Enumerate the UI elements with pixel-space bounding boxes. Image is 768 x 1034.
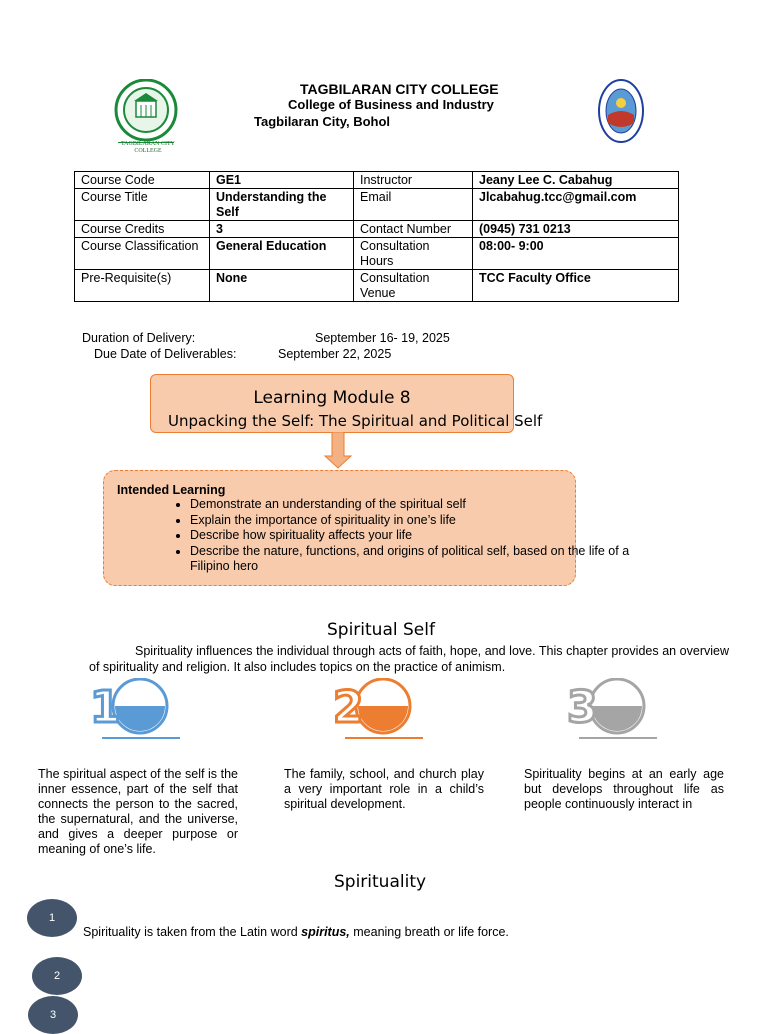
instructor-value: Jeany Lee C. Cabahug	[473, 172, 679, 189]
course-code-value: GE1	[210, 172, 354, 189]
course-classification-value: General Education	[210, 238, 354, 270]
prerequisites-value: None	[210, 270, 354, 302]
contact-number-value: (0945) 731 0213	[473, 221, 679, 238]
college-name: TAGBILARAN CITY COLLEGE	[300, 81, 499, 97]
section-heading-spirituality: Spirituality	[334, 872, 427, 892]
module-subtitle: Unpacking the Self: The Spiritual and Political Self	[168, 412, 543, 430]
instructor-label: Instructor	[354, 172, 473, 189]
list-item: • Describe how spirituality affects your life	[190, 528, 670, 544]
table-row	[75, 270, 679, 302]
list-item: • Describe the nature, functions, and origins of political self, based on the life of a Filipino hero	[190, 544, 670, 575]
city-seal	[598, 79, 644, 148]
table-row	[75, 172, 679, 189]
table-row	[75, 221, 679, 238]
college-city: Tagbilaran City, Bohol	[254, 114, 391, 129]
course-info-table	[74, 171, 679, 302]
spiritual-self-intro: Spirituality influences the individual through acts of faith, hope, and love. This chapter provides an overview of spirituality and religion. It also includes topics on the practice of animism.	[89, 644, 729, 674]
point-number: 3	[567, 682, 598, 733]
college-department: College of Business and Industry	[288, 97, 494, 112]
intended-learning-list	[172, 497, 670, 575]
table-row	[75, 238, 679, 270]
point-number: 2	[333, 682, 364, 733]
consultation-venue-value: TCC Faculty Office	[473, 270, 679, 302]
number-one-icon	[90, 678, 182, 745]
point-number: 1	[90, 682, 121, 733]
course-title-label: Course Title	[75, 189, 210, 221]
consultation-venue-label: Consultation Venue	[354, 270, 473, 302]
latin-term: spiritus,	[301, 925, 350, 939]
email-value: Jlcabahug.tcc@gmail.com	[473, 189, 679, 221]
consultation-hours-label: Consultation Hours	[354, 238, 473, 270]
course-classification-label: Course Classification	[75, 238, 210, 270]
table-row	[75, 189, 679, 221]
email-label: Email	[354, 189, 473, 221]
numbered-bullet: 1	[27, 899, 77, 937]
spirituality-definition	[83, 925, 509, 939]
list-item: • Explain the importance of spirituality in one’s life	[190, 513, 670, 529]
down-arrow-icon	[324, 432, 352, 474]
duration-value: September 16- 19, 2025	[315, 331, 450, 345]
number-two-icon	[333, 678, 425, 745]
consultation-hours-value: 08:00- 9:00	[473, 238, 679, 270]
due-date-value: September 22, 2025	[278, 347, 392, 361]
section-heading-spiritual-self: Spiritual Self	[327, 620, 435, 640]
point-text: The spiritual aspect of the self is the inner essence, part of the self that connects the person to the sacred, the supernatural, and the universe, and gives a deeper purpose or meaning of one’s life.	[38, 767, 238, 856]
prerequisites-label: Pre-Requisite(s)	[75, 270, 210, 302]
number-three-icon	[567, 678, 659, 745]
contact-number-label: Contact Number	[354, 221, 473, 238]
course-credits-value: 3	[210, 221, 354, 238]
definition-text: meaning breath or life force.	[349, 925, 509, 939]
course-code-label: Course Code	[75, 172, 210, 189]
college-logo-caption: TAGBILARAN CITY COLLEGE	[120, 141, 175, 154]
numbered-bullet: 3	[28, 996, 78, 1034]
definition-text: Spirituality is taken from the Latin word	[83, 925, 302, 939]
numbered-bullet: 2	[32, 957, 82, 995]
duration-label: Duration of Delivery:	[82, 331, 196, 345]
point-text: The family, school, and church play a very important role in a child’s spiritual development.	[284, 767, 484, 811]
list-item: • Demonstrate an understanding of the spiritual self	[190, 497, 670, 513]
intended-learning-title: Intended Learning	[117, 483, 226, 497]
due-date-label: Due Date of Deliverables:	[94, 347, 237, 361]
course-title-value: Understanding the Self	[210, 189, 354, 221]
module-title: Learning Module 8	[253, 388, 411, 408]
course-credits-label: Course Credits	[75, 221, 210, 238]
point-text: Spirituality begins at an early age but develops throughout life as people continuously interact in	[524, 767, 724, 811]
